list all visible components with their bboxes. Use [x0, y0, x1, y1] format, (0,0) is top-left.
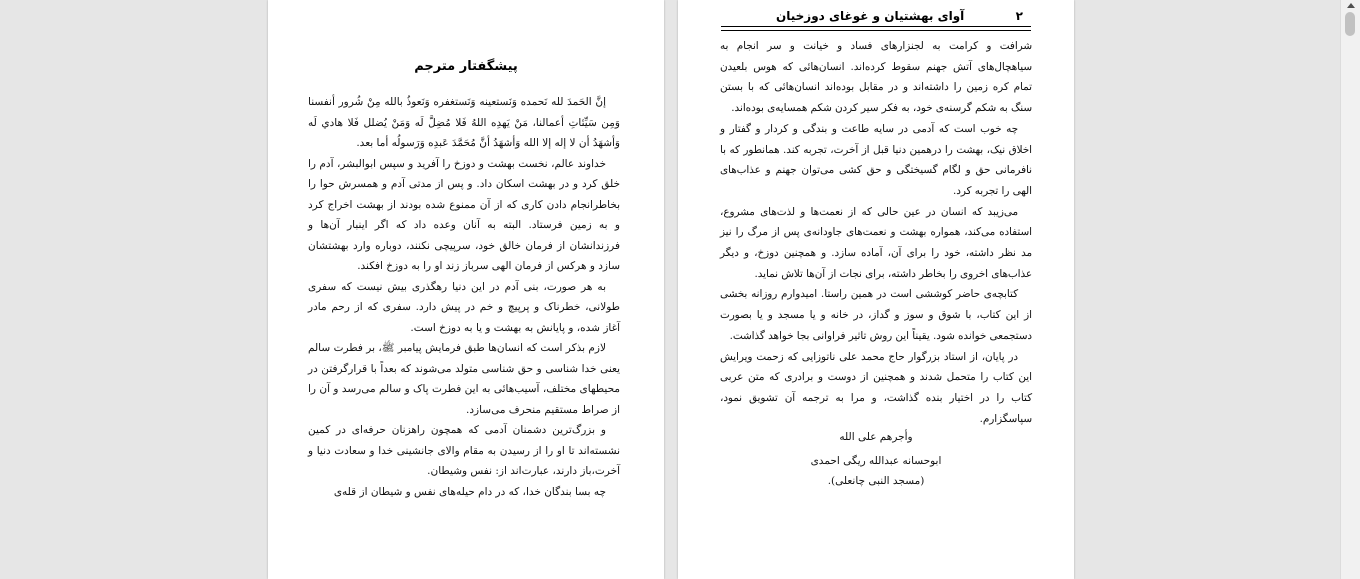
paragraph: و بزرگ‌ترین دشمنان آدمی که همچون راهزنان حرفه‌ای در کمین نشسته‌اند تا او را از رسیدن به مقام والای جانشینی خدا و سعادت دنیا و آخرت،باز دارند، عبارت‌اند از: نفس وشیطان. [308, 424, 620, 477]
page-number: ٢ [1015, 9, 1023, 23]
header-divider [721, 30, 1031, 31]
page-text-body [308, 92, 620, 502]
author-name: ابوحسانه عبدالله ریگی احمدی [810, 455, 942, 467]
running-header [721, 6, 1031, 27]
paragraph: خداوند عالم، نخست بهشت و دوزخ را آفرید و سپس ابوالبشر، آدم را خلق کرد و در بهشت اسکان داد. و پس از مدتی آدم و همسرش حوا را بخاطرانجام دادن کاری که از آن ممنوع شده بودند از بهشت اخراج کرد و به زمین فرستاد. البته به آنان وعده داد که اگر اینبار آن‌ها و فرزندانشان از فرمان خالق خود، سرپیچی نکنند، دوباره وارد بهشتشان سازد و هرکس از فرمان الهی سرباز زند او را به دوزخ افکند. [308, 157, 620, 272]
paragraph: لازم بذکر است که انسان‌ها طبق فرمایش پیامبر ﷺ، بر فطرت سالم یعنی خدا شناسی و حق شناسی متولد می‌شوند که بعداً با قرارگرفتن در محیطهای مختلف، آسیب‌هائی به این فطرت پاک و سالم می‌رسد و آن را از صراط مستقیم منحرف می‌سازد. [308, 342, 620, 416]
paragraph: إنَّ الحَمدَ لله نَحمده وَنَستعینه وَنَستغفره وَنَعوذُ بالله مِنْ شُرور أنفسنا وَمِن سَیِّئاتِ أعمالنا، مَنْ یَهدِه اللهُ فَلا مُضِلَّ لَه وَمَنْ یُضلل فَلا هادي لَه وَأشهَدُ أن لا إله إلا الله وَأشهَدُ أنَّ مُحَمَّدَ عَبدِه وَرَسولُه أما بعد. [308, 96, 620, 149]
page-title: پیشگفتار مترجم [414, 59, 518, 74]
scrollbar-thumb[interactable] [1345, 12, 1355, 36]
paragraph: چه خوب است که آدمی در سایه طاعت و بندگی و کردار و گفتار و اخلاق نیک، بهشت را درهمین دنیا قبل از آخرت، تجربه کند. همانطور که با نافرمانی حق و لگام گسیختگی و حق کشی می‌توان جهنم و عذاب‌های الهی را تجربه کرد. [720, 122, 1032, 197]
document-page-left [268, 0, 664, 579]
paragraph: در پایان، از استاد بزرگوار حاج محمد علی ناتوزایی که زحمت ویرایش این کتاب را متحمل شدند و همچنین از دوست و برادری که متن عربی کتاب را در اختیار بنده گذاشت، و مرا به ترجمه آن تشویق نمود، سپاسگزارم. [720, 350, 1032, 425]
author-affiliation: (مسجد النبی چانعلی). [827, 475, 925, 487]
paragraph: چه بسا بندگان خدا، که در دام حیله‌های نفس و شیطان از قله‌ی [333, 485, 606, 498]
paragraph: کتابچه‌ی حاضر کوششی است در همین راستا. امیدوارم روزانه بخشی از این کتاب، با شوق و سوز و گداز، در خانه و یا مسجد و یا بصورت دستجمعی خوانده شود. یقیناً این روش تاثیر فراوانی بجا خواهد گذاشت. [720, 288, 1032, 342]
closing-line: وأجرهم علی الله [839, 431, 913, 443]
document-page-right [678, 0, 1074, 579]
scroll-up-arrow-icon[interactable] [1347, 3, 1355, 8]
header-title: آوای بهشتیان و غوغای دوزخیان [776, 9, 965, 23]
vertical-scrollbar[interactable] [1340, 0, 1360, 579]
page-text-body [720, 36, 1032, 429]
paragraph: می‌زیبد که انسان در عین حالی که از نعمت‌ها و لذت‌های مشروع، استفاده می‌کند، همواره بهشت و نعمت‌های جاودانه‌ی پس از مرگ را نیز مد نظر داشته، خود را برای آن، آماده سازد. و همچنین دوزخ، و دیگر عذاب‌های اخروی را بخاطر داشته، برای نجات از آن‌ها تلاش نماید. [720, 205, 1032, 280]
paragraph: شرافت و کرامت به لجنزارهای فساد و خیانت و سر انجام به سیاهچال‌های آتش جهنم سقوط کرده‌اند. انسان‌هائی که هوس بلعیدن تمام کره زمین را داشته‌اند و در مقابل بوده‌اند انسان‌هائی که با بستن سنگ به شکم گرسنه‌ی خود، به فکر سیر کردن شکم همسایه‌ی بوده‌اند. [720, 40, 1032, 115]
paragraph: به هر صورت، بنی آدم در این دنیا رهگذری بیش نیست که سفری طولانی، خطرناک و پرپیچ و خم در پیش دارد. سفری که از رحم مادر آغاز شده، و پایانش به بهشت و یا به دوزخ است. [308, 280, 620, 334]
